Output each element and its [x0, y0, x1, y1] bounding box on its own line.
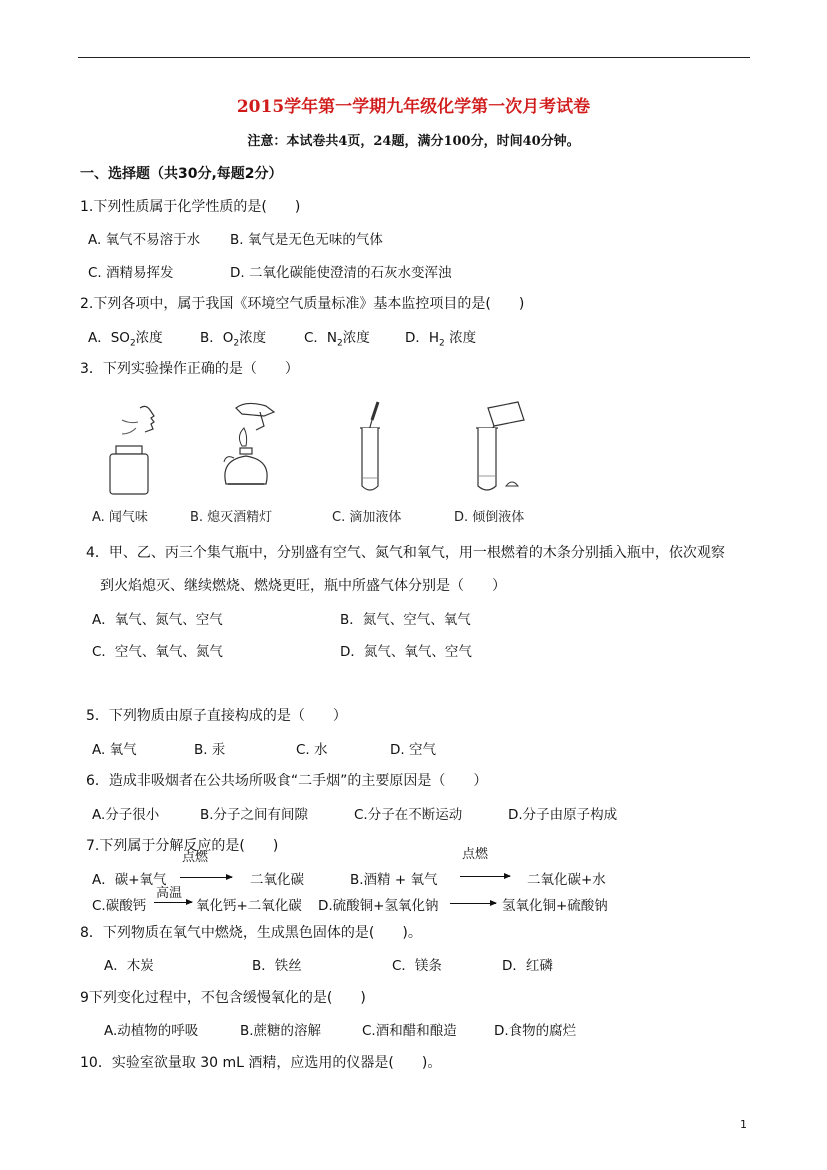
- q1-option-b: B. 氧气是无色无味的气体: [230, 232, 383, 248]
- q3-stem: 3．下列实验操作正确的是（ ）: [80, 361, 299, 377]
- q6-option-a: A.分子很小: [92, 807, 160, 823]
- q7-option-c-arrow: [154, 902, 192, 903]
- q2-option-b: B．$O_2$浓度: [200, 330, 267, 349]
- q7-option-a-products: 二氧化碳: [250, 872, 304, 888]
- q6-option-d: D.分子由原子构成: [508, 807, 618, 823]
- q5-option-b: B. 汞: [194, 742, 226, 758]
- exam-note: 注意：本试卷共4页，24题，满分100分，时间40分钟。: [247, 134, 580, 149]
- q8-option-c: C．镁条: [392, 958, 442, 974]
- q9-stem: 9下列变化过程中，不包含缓慢氧化的是( ): [80, 990, 366, 1006]
- q8-stem: 8．下列物质在氧气中燃烧，生成黑色固体的是( )。: [80, 925, 422, 941]
- q2-option-a: A．$SO_2$浓度: [88, 330, 163, 349]
- q4-stem-line1: 4．甲、乙、丙三个集气瓶中，分别盛有空气、氮气和氧气，用一根燃着的木条分别插入瓶中，依次观察: [86, 545, 725, 561]
- q3-caption-a: A. 闻气味: [92, 510, 148, 525]
- q4-option-c: C．空气、氧气、氮气: [92, 644, 223, 660]
- alcohol-lamp-figure: [206, 398, 286, 498]
- q2-option-c: C．$N_2$浓度: [304, 330, 370, 349]
- q5-option-a: A. 氧气: [92, 742, 137, 758]
- q7-option-b-arrow: [460, 876, 510, 877]
- q4-stem-line2: 到火焰熄灭、继续燃烧、燃烧更旺，瓶中所盛气体分别是（ ）: [100, 578, 506, 594]
- dropper-figure: [340, 398, 400, 498]
- q7-option-d-reactants: D.硫酸铜+氢氧化钠: [318, 898, 439, 914]
- q3-caption-d: D. 倾倒液体: [454, 510, 525, 525]
- q4-option-d: D．氮气、氧气、空气: [340, 644, 472, 660]
- page-number: 1: [740, 1118, 747, 1131]
- q3-caption-b: B. 熄灭酒精灯: [190, 510, 273, 525]
- q2-stem: 2.下列各项中，属于我国《环境空气质量标准》基本监控项目的是( ): [80, 296, 525, 312]
- header-rule: [78, 57, 750, 58]
- q9-option-d: D.食物的腐烂: [494, 1023, 577, 1039]
- q5-option-c: C. 水: [296, 742, 328, 758]
- q8-option-d: D．红磷: [502, 958, 553, 974]
- q9-option-b: B.蔗糖的溶解: [240, 1023, 322, 1039]
- q3-caption-c: C. 滴加液体: [332, 510, 402, 525]
- q9-option-a: A.动植物的呼吸: [104, 1023, 199, 1039]
- exam-title: 2015学年第一学期九年级化学第一次月考试卷: [236, 97, 591, 117]
- q2-option-d: D．$H_2$ 浓度: [405, 330, 477, 349]
- q5-stem: 5．下列物质由原子直接构成的是（ ）: [86, 708, 347, 724]
- q7-option-a-condition: 点燃: [182, 850, 209, 865]
- smell-figure: [100, 400, 180, 500]
- q8-option-b: B．铁丝: [252, 958, 302, 974]
- q7-option-c-products: 氧化钙+二氧化碳: [196, 898, 302, 914]
- q4-option-a: A．氧气、氮气、空气: [92, 612, 223, 628]
- q6-option-c: C.分子在不断运动: [354, 807, 463, 823]
- pouring-figure: [458, 398, 538, 498]
- q7-option-a-reactants: A．碳+氧气: [92, 872, 167, 888]
- q8-option-a: A．木炭: [104, 958, 154, 974]
- q7-option-b-reactants: B.酒精 + 氧气: [350, 872, 438, 888]
- q7-option-c-condition: 高温: [156, 886, 183, 901]
- q7-stem: 7.下列属于分解反应的是( ): [86, 838, 279, 854]
- q7-option-c-reactants: C.碳酸钙: [92, 898, 147, 914]
- q1-option-d: D. 二氧化碳能使澄清的石灰水变浑浊: [230, 265, 452, 281]
- q7-option-d-products: 氢氧化铜+硫酸钠: [502, 898, 608, 914]
- q1-option-a: A. 氧气不易溶于水: [88, 232, 201, 248]
- q10-stem: 10．实验室欲量取 30 mL 酒精，应选用的仪器是( )。: [80, 1055, 442, 1071]
- q1-option-c: C. 酒精易挥发: [88, 265, 174, 281]
- q6-stem: 6．造成非吸烟者在公共场所吸食“二手烟”的主要原因是（ ）: [86, 773, 488, 789]
- q4-option-b: B．氮气、空气、氧气: [340, 612, 471, 628]
- q7-option-a-arrow: [180, 877, 232, 878]
- section-heading: 一、选择题（共30分,每题2分）: [80, 166, 283, 182]
- q6-option-b: B.分子之间有间隙: [200, 807, 309, 823]
- q9-option-c: C.酒和醋和酿造: [362, 1023, 457, 1039]
- q1-stem: 1.下列性质属于化学性质的是( ): [80, 199, 301, 215]
- q7-option-b-products: 二氧化碳+水: [527, 872, 606, 888]
- q7-option-d-arrow: [450, 903, 496, 904]
- q5-option-d: D. 空气: [390, 742, 436, 758]
- q7-option-b-condition: 点燃: [462, 847, 489, 862]
